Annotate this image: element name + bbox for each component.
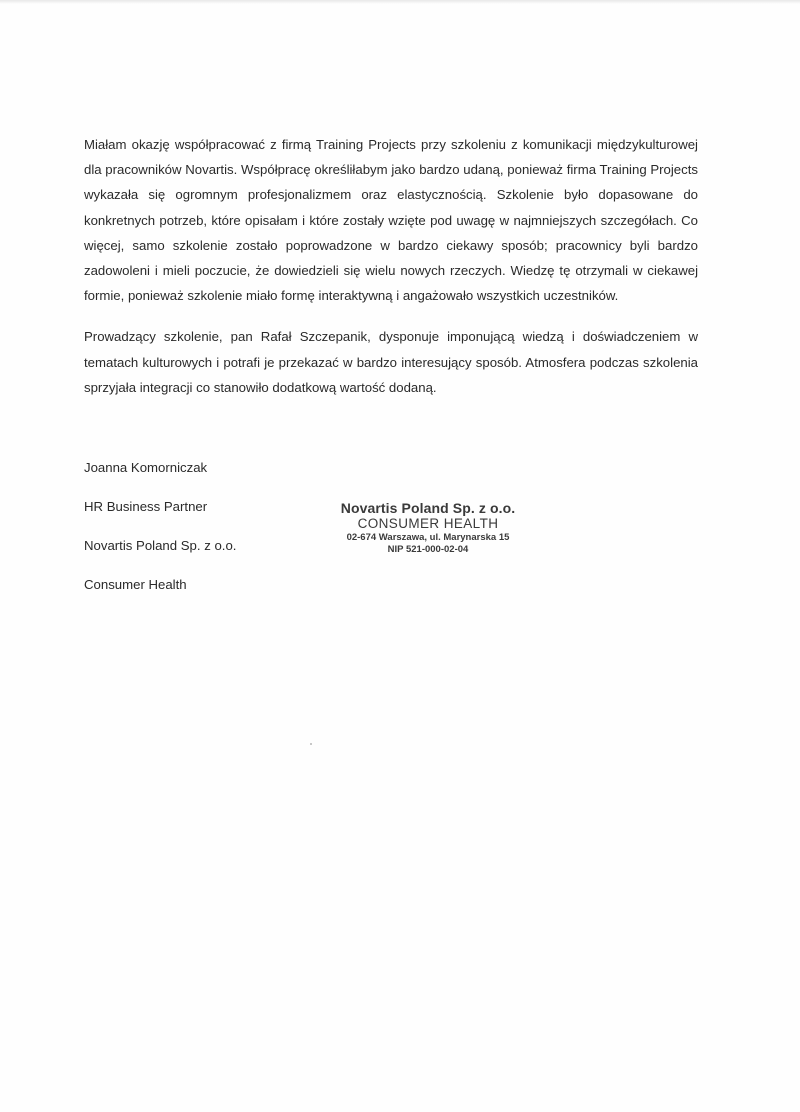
stamp-address: 02-674 Warszawa, ul. Marynarska 15 — [346, 532, 510, 543]
stamp-tax-id: NIP 521-000-02-04 — [387, 544, 469, 555]
scan-edge — [0, 0, 800, 4]
signer-division: Consumer Health — [84, 577, 187, 592]
signer-name: Joanna Komorniczak — [84, 460, 208, 475]
signature-block — [84, 458, 344, 614]
letter-body — [84, 132, 698, 416]
scan-speck — [310, 743, 312, 745]
paragraph-recommendation: Miałam okazję współpracować z firmą Training Projects przy szkoleniu z komunikacji międzykulturowej dla pracowników Novartis. Współpracę określiłabym jako bardzo udaną, ponieważ firma Training Projects wykazała się ogromnym profesjonalizmem oraz elastycznością. Szkolenie było dopasowane do konkretnych potrzeb, które opisałam i które zostały wzięte pod uwagę w najmniejszych szczegółach. Co więcej, samo szkolenie zostało poprowadzone w bardzo ciekawy sposób; pracownicy byli bardzo zadowoleni i mieli poczucie, że dowiedzieli się wielu nowych rzeczych. Wiedzę tę otrzymali w ciekawej formie, ponieważ szkolenie miało formę interaktywną i angażowało wszystkich uczestników. — [84, 137, 698, 304]
company-stamp — [336, 500, 520, 555]
stamp-division: CONSUMER HEALTH — [357, 516, 499, 531]
signer-title: HR Business Partner — [84, 499, 208, 514]
stamp-company: Novartis Poland Sp. z o.o. — [340, 500, 516, 516]
signer-company: Novartis Poland Sp. z o.o. — [84, 538, 237, 553]
paragraph-trainer: Prowadzący szkolenie, pan Rafał Szczepanik, dysponuje imponującą wiedzą i doświadczeniem w tematach kulturowych i potrafi je przekazać w bardzo interesujący sposób. Atmosfera podczas szkolenia sprzyjała integracji co stanowiło dodatkową wartość dodaną. — [84, 329, 698, 395]
